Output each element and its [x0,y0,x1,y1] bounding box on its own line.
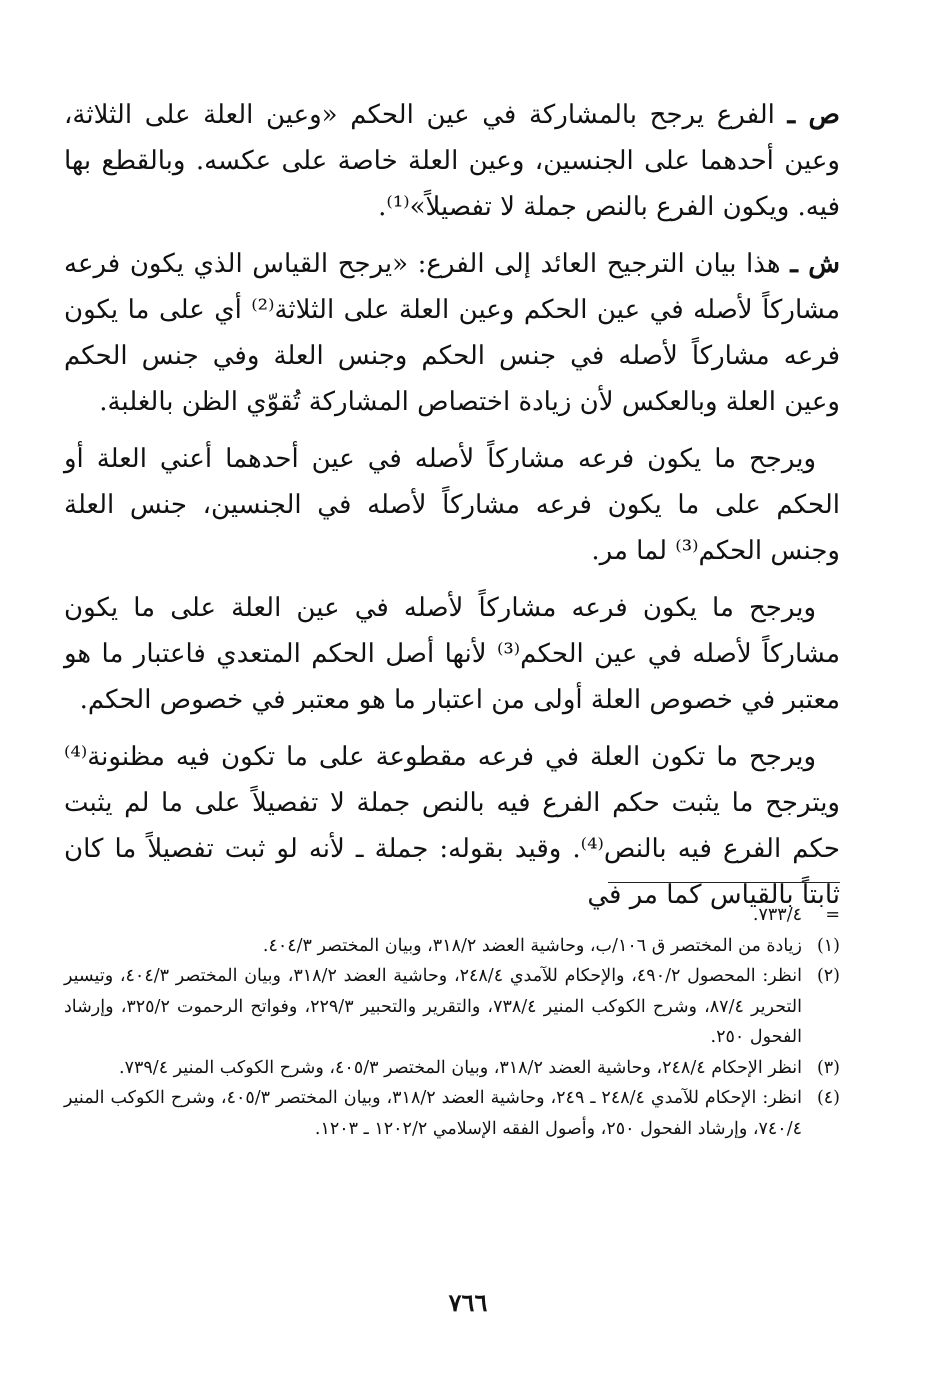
footnote-text: انظر: المحصول ٤٩٠/٢، والإحكام للآمدي ٢٤٨/٤، وحاشية العضد ٣١٨/٢، وبيان المختصر ٤٠٤/٣، وتيسير التحرير ٨٧/٤، وشرح الكوكب المنير ٧٣٨/٤، والتقرير والتحبير ٢٢٩/٣، وفواتح الرحموت ٣٢٥/٢، وإرشاد الفحول ٢٥٠. [64,966,803,1047]
footnotes [64,900,840,1144]
paragraph-2 [64,241,840,425]
footnote-text: زيادة من المختصر ق ١٠٦/ب، وحاشية العضد ٣١٨/٢، وبيان المختصر ٤٠٤/٣. [262,935,802,956]
section-marker: ص ـ [787,100,840,130]
footnote-text: ٧٣٣/٤. [752,905,802,925]
footnote [64,931,840,962]
paragraph-text: ويرجح ما يكون فرعه مشاركاً لأصله في عين العلة على ما يكون مشاركاً لأصله في عين الحكم⁽³⁾ لأنها أصل الحكم المتعدي فاعتبار ما هو معتبر في خصوص العلة أولى من اعتبار ما هو معتبر في خصوص الحكم. [64,593,840,715]
footnote [64,1083,840,1144]
section-marker: ش ـ [790,249,840,279]
page-number: ٧٦٦ [448,1288,488,1317]
footnote [64,1053,840,1084]
footnote-text: انظر: الإحكام للآمدي ٢٤٨/٤ ـ ٢٤٩، وحاشية العضد ٣١٨/٢، وبيان المختصر ٤٠٥/٣، وشرح الكوكب المنير ٧٤٠/٤، وإرشاد الفحول ٢٥٠، وأصول الفقه الإسلامي ١٢٠٢/٢ ـ ١٢٠٣. [64,1088,802,1139]
paragraph-1 [64,92,840,230]
footnote-number: (٤) [816,1088,840,1108]
footnote-number: (١) [816,935,840,956]
paragraph-text: ويرجح ما تكون العلة في فرعه مقطوعة على ما تكون فيه مظنونة⁽⁴⁾ ويترجح ما يثبت حكم الفرع فيه بالنص جملة لا تفصيلاً على ما لم يثبت حكم الفرع فيه بالنص⁽⁴⁾. وقيد بقوله: جملة ـ لأنه لو ثبت تفصيلاً ما كان ثابتاً بالقياس كما مر في [64,742,840,910]
paragraph-text: هذا بيان الترجيح العائد إلى الفرع: «يرجح القياس الذي يكون فرعه مشاركاً لأصله في عين الحكم وعين العلة على الثلاثة⁽²⁾ أي على ما يكون فرعه مشاركاً لأصله في جنس الحكم وجنس العلة وفي جنس الحكم وعين العلة وبالعكس لأن زيادة اختصاص المشاركة تُقوّي الظن بالغلبة. [64,249,840,417]
main-text [64,92,840,929]
footnote-number: = [825,905,840,925]
footnote-separator [608,882,840,883]
footnote-text: انظر الإحكام ٢٤٨/٤، وحاشية العضد ٣١٨/٢، وبيان المختصر ٤٠٥/٣، وشرح الكوكب المنير ٧٣٩/٤. [119,1057,802,1078]
footnote-number: (٣) [816,1057,840,1078]
footnote [64,961,840,1053]
footnote-number: (٢) [816,966,840,986]
paragraph-text: ويرجح ما يكون فرعه مشاركاً لأصله في عين أحدهما أعني العلة أو الحكم على ما يكون فرعه مشاركاً لأصله في الجنسين، جنس العلة وجنس الحكم⁽³⁾ لما مر. [64,444,840,566]
paragraph-4 [64,585,840,723]
paragraph-3 [64,436,840,574]
footnote [64,900,840,931]
paragraph-text: الفرع يرجح بالمشاركة في عين الحكم «وعين العلة على الثلاثة، وعين أحدهما على الجنسين، وعين العلة خاصة على عكسه. وبالقطع بها فيه. ويكون الفرع بالنص جملة لا تفصيلاً»⁽¹⁾. [64,100,840,222]
paragraph-5 [64,734,840,918]
